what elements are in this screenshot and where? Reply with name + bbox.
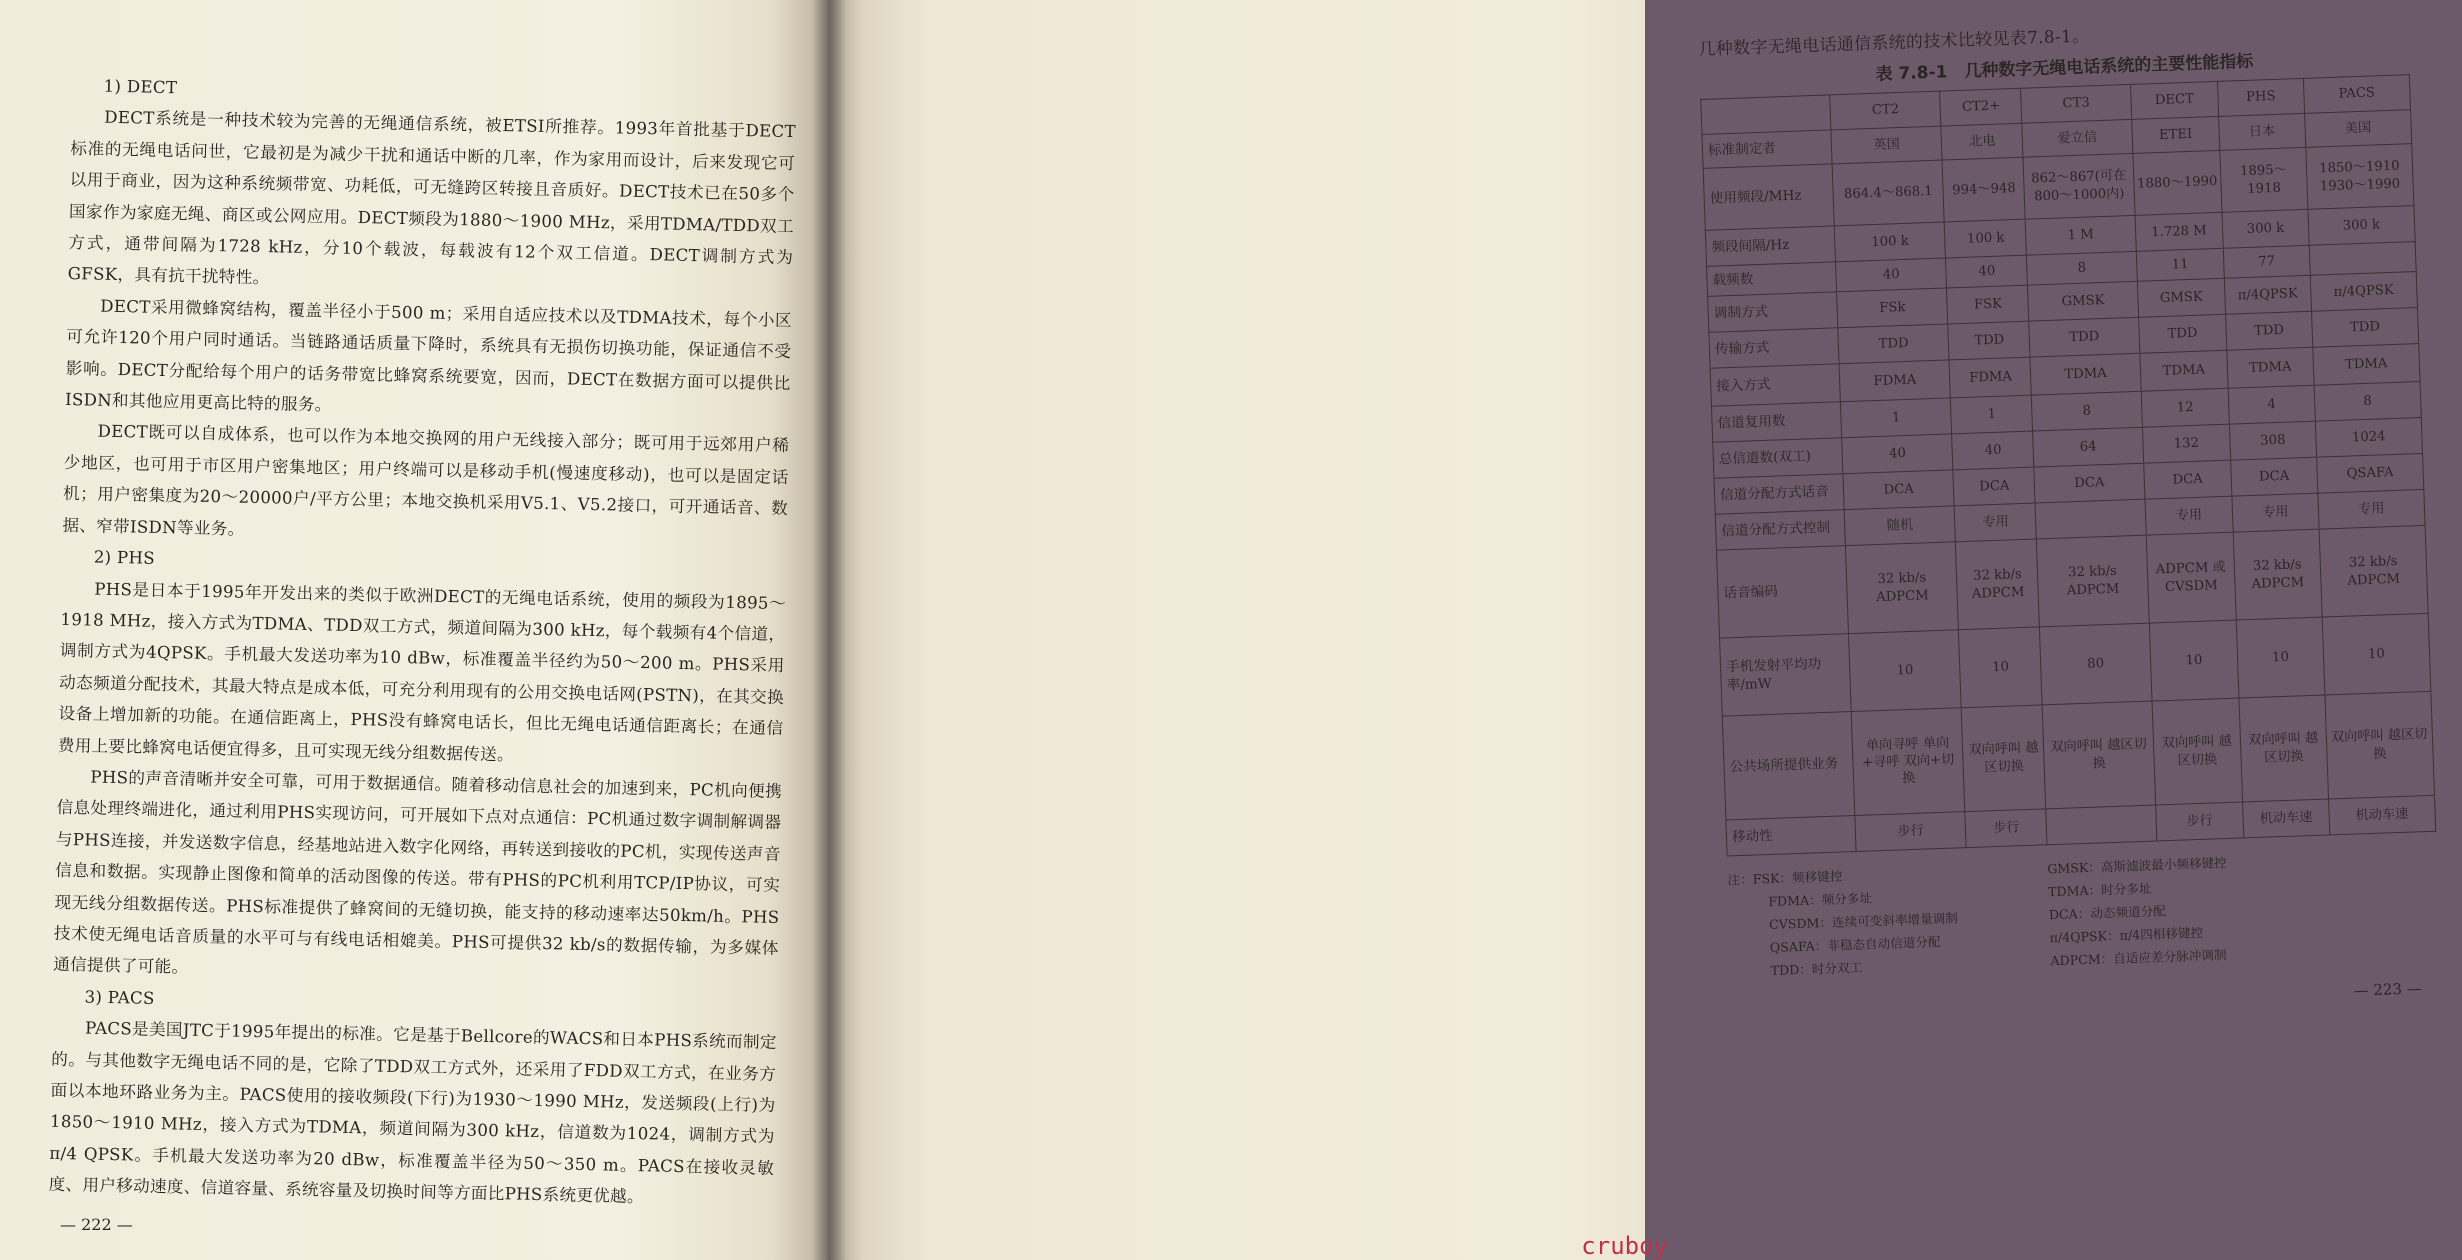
table-cell: 北电 [1941,123,2023,160]
table-cell: 11 [2136,248,2224,281]
row-label: 总信道数(双工) [1713,438,1843,478]
table-cell: 机动车速 [2328,795,2436,835]
table-cell: 步行 [2155,802,2244,841]
table-cell: 8 [2027,251,2137,285]
column-header: CT3 [2021,84,2131,123]
table-cell: 10 [1848,630,1961,712]
table-cell: 专用 [2232,493,2319,532]
section-heading: 1) DECT [103,76,178,98]
paragraph: DECT既可以自成体系，也可以作为本地交换网的用户无线接入部分；既可用于远郊用户稀少地区，也可用于市区用户密集地区；用户终端可以是移动手机(慢速度移动)，也可以是固定话机；用户密集度为20～20000户/平方公里；本地交换机采用V5.1、V5.2接口，可开通话音、数据、窄带ISDN等业务。 [62,422,790,539]
row-label: 传输方式 [1709,328,1839,368]
note-item: DCA：动态频道分配 [2048,903,2167,923]
table-cell: 100 k [1945,219,2027,258]
table-cell: 双向呼叫 越区切换 [2042,701,2155,809]
table-cell: 日本 [2219,113,2306,150]
row-label: 公共场所提供业务 [1722,712,1855,820]
table-cell: QSAFA [2316,453,2424,493]
table-cell: 864.4～868.1 [1832,160,1945,226]
table-cell: 1 M [2026,215,2136,255]
table-cell: 32 kb/s ADPCM [1956,539,2040,630]
book-gutter [812,0,846,1260]
right-page [828,0,2428,1260]
table-cell: 300 k [2222,209,2309,248]
table-cell: 随机 [1844,506,1956,546]
table-cell: 专用 [2145,496,2234,535]
table-cell: TDMA [2227,347,2314,388]
table-cell: TDMA [2139,350,2228,391]
page-number-left: — 222 — [60,1215,133,1234]
table-cell: 1895～1918 [2220,147,2308,212]
table-cell: FSk [1837,288,1949,328]
table-cell: 1024 [2315,417,2423,457]
row-label: 载频数 [1707,262,1837,296]
table-cell: 8 [2314,382,2422,422]
note-item: 注：FSK：频移键控 [1727,868,1843,888]
row-label: 频段间隔/Hz [1705,226,1835,266]
table-cell: 机动车速 [2243,799,2330,838]
row-label: 信道分配方式控制 [1715,510,1845,550]
table-cell: 10 [2236,617,2324,698]
column-header [1701,95,1831,134]
left-page-text [48,70,797,1216]
row-label: 信道复用数 [1711,402,1841,442]
table-cell: FDMA [1949,357,2031,398]
column-header: DECT [2130,81,2219,119]
row-label: 接入方式 [1710,364,1840,406]
table-cell: TDD [2029,317,2139,357]
table-cell: 双向呼叫 越区切换 [2239,695,2328,802]
note-item: FDMA：频分多址 [1768,890,1873,910]
row-label: 信道分配方式话音 [1714,474,1844,514]
section-heading: 2) PHS [93,547,156,568]
watermark: cruboy [1581,1232,1668,1260]
table-cell: 10 [2149,620,2239,701]
table-cell: 1880～1990 [2133,150,2223,215]
table-cell: 64 [2033,427,2143,467]
table-cell: 专用 [2318,489,2426,529]
table-cell: TDMA [2312,344,2420,386]
table-cell: GMSK [2137,278,2226,317]
note-item: π/4QPSK：π/4四相移键控 [2049,924,2204,946]
row-label: 手机发射平均功率/mW [1720,634,1852,716]
table-cell: 40 [1842,434,1954,474]
column-header: PACS [2303,75,2410,114]
table-cell: 77 [2223,245,2310,278]
table-cell: 40 [1952,431,2034,470]
table-cell: 英国 [1831,126,1943,164]
table-cell: GMSK [2028,281,2138,321]
table-cell: 32 kb/s ADPCM [2319,525,2428,617]
table-cell: 32 kb/s ADPCM [2233,529,2322,620]
background-edge [1645,0,1680,1260]
table-cell: 1 [1951,395,2033,434]
table-cell: 132 [2142,424,2231,463]
column-header: CT2+ [1940,88,2022,126]
table-cell: 步行 [1855,812,1967,852]
table-cell: DCA [2143,460,2232,499]
table-cell: FSK [1947,285,2029,324]
table-cell: 308 [2229,421,2316,460]
row-label: 调制方式 [1708,292,1838,332]
spec-table [1700,74,2436,856]
note-item: QSAFA：非稳态自动信道分配 [1769,934,1941,956]
row-label: 标准制定者 [1702,130,1832,168]
table-cell: TDD [1948,321,2030,360]
table-cell: 994～948 [1942,157,2025,222]
table-cell: ETEI [2131,116,2220,153]
table-cell: π/4QPSK [2310,272,2418,312]
table-cell: 双向呼叫 越区切换 [2152,698,2243,805]
table-cell: 1.728 M [2135,212,2224,251]
table-cell: DCA [1843,470,1955,510]
table-cell: TDD [2311,308,2419,348]
table-cell: 双向呼叫 越区切换 [1962,705,2047,812]
table-cell [2035,499,2145,539]
table-cell: 步行 [1965,809,2047,848]
table-cell [2046,805,2156,845]
column-header: PHS [2217,78,2304,116]
table-cell: TDD [2226,311,2313,350]
note-item: ADPCM：自适应差分脉冲调制 [2050,947,2227,969]
table-cell: 100 k [1834,222,1946,262]
page-number-right: — 223 — [2353,979,2423,1000]
paragraph: PHS的声音清晰并安全可靠，可用于数据通信。随着移动信息社会的加速到来，PC机向便携信息处理终端进化，通过利用PHS实现访问，可开展如下点对点通信：PC机通过数字调制解调器与PHS连接，并发送数字信息，经基地站进入数字化网络，再转送到接收的PC机，实现传送声音信息和数据。实现静止图像和简单的活动图像的传送。带有PHS的PC机利用TCP/IP协议，可实现无线分组数据传送。PHS标准提供了蜂窝间的无缝切换，能支持的移动速率达50km/h。PHS技术使无绳电话音质量的水平可与有线电话相媲美。PHS可提供32 kb/s的数据传输，为多媒体通信提供了可能。 [53,767,783,978]
table-cell: 300 k [2308,206,2416,246]
table-cell: 爱立信 [2022,119,2132,157]
table-cell: 专用 [1955,503,2037,542]
table-cell: 862～867(可在800～1000内) [2023,153,2134,219]
table-cell: DCA [2034,463,2144,503]
table-cell: 8 [2032,391,2142,431]
table-cell: 40 [1946,255,2028,288]
table-cell: FDMA [1839,360,1951,402]
left-page [0,0,828,1260]
table-cell: DCA [1953,467,2035,506]
note-item: TDD：时分双工 [1770,959,1863,979]
table-cell: 80 [2040,623,2152,705]
table-cell: TDD [1838,324,1950,364]
right-page-content [1698,10,2461,1000]
table-cell: 4 [2228,385,2315,424]
table-cell: 32 kb/s ADPCM [2037,535,2149,627]
note-item: GMSK：高斯滤波最小频移键控 [2047,855,2227,877]
table-cell: 10 [2322,613,2431,695]
note-item: CVSDM：连续可变斜率增量调制 [1768,910,1959,933]
table-cell: 32 kb/s ADPCM [1845,542,1958,634]
table-cell: 12 [2141,388,2230,427]
paragraph: DECT采用微蜂窝结构，覆盖半径小于500 m；采用自适应技术以及TDMA技术，每个小区可允许120个用户同时通话。当链路通话质量下降时，系统具有无损伤切换功能，保证通信不受影响。DECT分配给每个用户的话务带宽比蜂窝系统要宽，因而，DECT在数据方面可以提供比ISDN和其他应用更高比特的服务。 [64,296,793,415]
column-header: CT2 [1830,91,1942,130]
table-cell: 40 [1836,258,1947,292]
paragraph: PACS是美国JTC于1995年提出的标准。它是基于Bellcore的WACS和日本PHS系统而制定的。与其他数字无绳电话不同的是，它除了TDD双工方式外，还采用了FDD双工方式，在业务方面以本地环路业务为主。PACS使用的接收频段(下行)为1930～1990 MHz，发送频段(上行)为1850～1910 MHz，接入方式为TDMA，频道间隔为300 kHz，信道数为1024，调制方式为π/4 QPSK。手机最大发送功率为20 dBw，标准覆盖半径为50～350 m。PACS在接收灵敏度、用户移动速度、信道容量、系统容量及切换时间等方面比PHS系统更优越。 [48,1018,777,1207]
paragraph: DECT系统是一种技术较为完善的无绳通信系统，被ETSI所推荐。1993年首批基于DECT标准的无绳电话问世，它最初是为减少干扰和通话中断的几率，作为家用而设计，后来发现它可以用于商业，因为这种系统频带宽、功耗低，可无缝跨区转接且音质好。DECT技术已在50多个国家作为家庭无绳、商区或公网应用。DECT频段为1880～1900 MHz，采用TDMA/TDD双工方式，通带间隔为1728 kHz，分10个载波，每载波有12个双工信道。DECT调制方式为GFSK，具有抗干扰特性。 [67,108,797,288]
paragraph: PHS是日本于1995年开发出来的类似于欧洲DECT的无绳电话系统，使用的频段为1895～1918 MHz，接入方式为TDMA、TDD双工方式，频道间隔为300 kHz，每个载频有4个信道，调制方式为4QPSK。手机最大发送功率为10 dBw，标准覆盖半径约为50～200 m。PHS采用动态频道分配技术，其最大特点是成本低，可充分利用现有的公用交换电话网(PSTN)，在其交换设备上增加新的功能。在通信距离上，PHS没有蜂窝电话长，但比无绳电话通信距离长；在通信费用上要比蜂窝电话便宜得多，且可实现无线分组数据传送。 [57,579,787,764]
table-cell: TDMA [2030,353,2140,395]
section-heading: 3) PACS [84,987,155,1008]
row-label: 移动性 [1726,816,1856,856]
table-caption: 表 7.8-1 几种数字无绳电话系统的主要性能指标 [1875,51,2254,85]
notes-left [1727,858,2031,983]
table-cell: π/4QPSK [2224,275,2311,314]
table-notes [1727,843,2461,983]
table-cell: 美国 [2304,110,2411,148]
table-cell: 10 [1959,627,2043,708]
table-cell: 1850～1910 1930～1990 [2305,144,2413,210]
table-cell: 1 [1840,398,1952,438]
table-cell: DCA [2231,457,2318,496]
table-cell: 双向呼叫 越区切换 [2325,691,2435,799]
table-cell: ADPCM 或 CVSDM [2146,532,2236,623]
table-cell [2309,242,2416,276]
row-label: 话音编码 [1716,546,1848,638]
table-intro: 几种数字无绳电话通信系统的技术比较见表7.8-1。 [1698,26,2090,60]
row-label: 使用频段/MHz [1703,164,1834,230]
table-cell: 单向寻呼 单向+寻呼 双向+切换 [1851,708,1965,816]
table-cell: TDD [2138,314,2227,353]
notes-right [2047,844,2431,972]
note-item: TDMA：时分多址 [2047,880,2152,900]
